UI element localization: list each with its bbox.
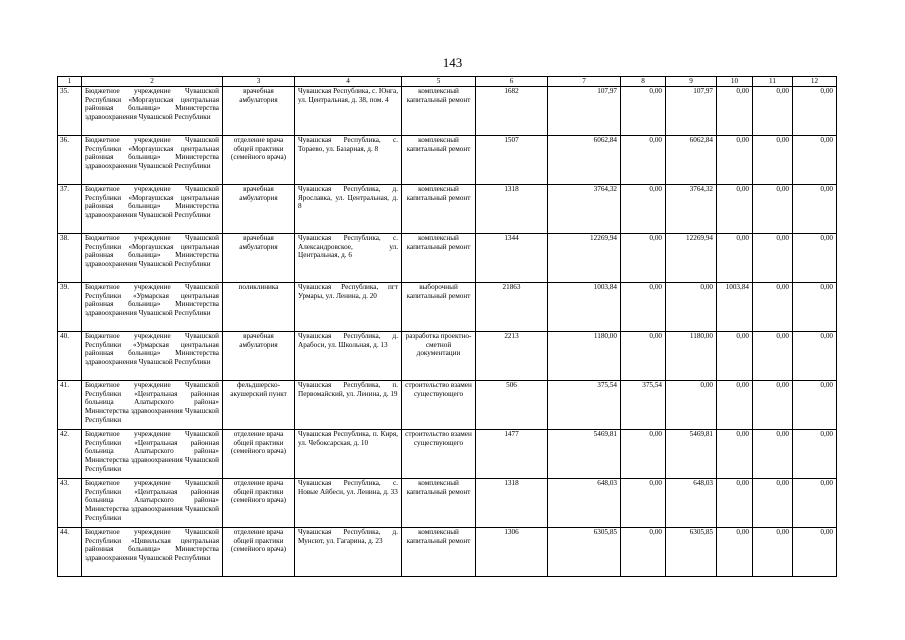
value-col-9: 5469,81 xyxy=(666,430,717,479)
facility-type: отделение врача общей практики (семейного врача) xyxy=(223,136,295,185)
value-col-12: 0,00 xyxy=(793,479,837,528)
value-col-6: 1682 xyxy=(476,87,548,136)
column-header: 4 xyxy=(295,77,402,87)
value-col-10: 1003,84 xyxy=(717,283,753,332)
row-number: 37. xyxy=(58,185,82,234)
work-type: комплексный капитальный ремонт xyxy=(402,185,476,234)
facility-type: врачебная амбулатория xyxy=(223,87,295,136)
value-col-12: 0,00 xyxy=(793,136,837,185)
work-type: строительство взамен существующего xyxy=(402,381,476,430)
value-col-10: 0,00 xyxy=(717,332,753,381)
value-col-7: 648,03 xyxy=(548,479,621,528)
value-col-10: 0,00 xyxy=(717,381,753,430)
value-col-12: 0,00 xyxy=(793,332,837,381)
facility-address: Чувашская Республика, с. Тораево, ул. Базарная, д. 8 xyxy=(295,136,402,185)
value-col-10: 0,00 xyxy=(717,87,753,136)
row-number: 41. xyxy=(58,381,82,430)
work-type: комплексный капитальный ремонт xyxy=(402,136,476,185)
value-col-7: 6305,85 xyxy=(548,528,621,577)
organization-name: Бюджетное учреждение Чувашской Республики «Урмарская центральная районная больница» Министерства здравоохранения Чувашской Республики xyxy=(82,283,223,332)
facilities-table xyxy=(57,76,837,577)
value-col-6: 1318 xyxy=(476,479,548,528)
page-number: 143 xyxy=(442,55,463,70)
table-row xyxy=(58,283,837,332)
value-col-11: 0,00 xyxy=(753,332,793,381)
column-header: 5 xyxy=(402,77,476,87)
work-type: комплексный капитальный ремонт xyxy=(402,528,476,577)
value-col-9: 6062,84 xyxy=(666,136,717,185)
work-type: строительство взамен существующего xyxy=(402,430,476,479)
value-col-12: 0,00 xyxy=(793,283,837,332)
value-col-10: 0,00 xyxy=(717,528,753,577)
value-col-11: 0,00 xyxy=(753,283,793,332)
column-header: 10 xyxy=(717,77,753,87)
value-col-10: 0,00 xyxy=(717,430,753,479)
value-col-10: 0,00 xyxy=(717,185,753,234)
value-col-8: 0,00 xyxy=(621,87,666,136)
value-col-8: 0,00 xyxy=(621,430,666,479)
work-type: комплексный капитальный ремонт xyxy=(402,234,476,283)
organization-name: Бюджетное учреждение Чувашской Республики «Цивильская центральная районная больница» Министерства здравоохранения Чувашской Республики xyxy=(82,528,223,577)
organization-name: Бюджетное учреждение Чувашской Республики «Центральная районная больница Алатырского района» Министерства здравоохранения Чувашской Республики xyxy=(82,479,223,528)
facility-address: Чувашская Республика, п. Киря, ул. Чебоксарская, д. 10 xyxy=(295,430,402,479)
row-number: 35. xyxy=(58,87,82,136)
value-col-9: 0,00 xyxy=(666,381,717,430)
column-header: 11 xyxy=(753,77,793,87)
value-col-6: 506 xyxy=(476,381,548,430)
table-row xyxy=(58,185,837,234)
facility-address: Чувашская Республика, пгт Урмары, ул. Ленина, д. 20 xyxy=(295,283,402,332)
organization-name: Бюджетное учреждение Чувашской Республики «Моргаушская центральная районная больница» Министерства здравоохранения Чувашской Республики xyxy=(82,136,223,185)
value-col-6: 1306 xyxy=(476,528,548,577)
value-col-8: 0,00 xyxy=(621,136,666,185)
value-col-7: 1180,00 xyxy=(548,332,621,381)
value-col-12: 0,00 xyxy=(793,234,837,283)
column-number-row xyxy=(58,77,837,87)
value-col-8: 0,00 xyxy=(621,234,666,283)
facility-type: поликлиника xyxy=(223,283,295,332)
value-col-7: 1003,84 xyxy=(548,283,621,332)
value-col-12: 0,00 xyxy=(793,185,837,234)
column-header: 9 xyxy=(666,77,717,87)
value-col-8: 0,00 xyxy=(621,528,666,577)
value-col-8: 0,00 xyxy=(621,332,666,381)
value-col-12: 0,00 xyxy=(793,528,837,577)
value-col-9: 648,03 xyxy=(666,479,717,528)
value-col-12: 0,00 xyxy=(793,381,837,430)
facility-type: отделение врача общей практики (семейного врача) xyxy=(223,430,295,479)
row-number: 36. xyxy=(58,136,82,185)
table-row xyxy=(58,87,837,136)
value-col-9: 12269,94 xyxy=(666,234,717,283)
organization-name: Бюджетное учреждение Чувашской Республики «Центральная районная больница Алатырского района» Министерства здравоохранения Чувашской Республики xyxy=(82,381,223,430)
value-col-7: 12269,94 xyxy=(548,234,621,283)
value-col-11: 0,00 xyxy=(753,234,793,283)
facility-type: врачебная амбулатория xyxy=(223,185,295,234)
facility-address: Чувашская Республика, д. Ярославка, ул. Центральная, д. 8 xyxy=(295,185,402,234)
work-type: комплексный капитальный ремонт xyxy=(402,87,476,136)
value-col-12: 0,00 xyxy=(793,430,837,479)
table-row xyxy=(58,234,837,283)
value-col-8: 0,00 xyxy=(621,479,666,528)
column-header: 2 xyxy=(82,77,223,87)
table-row xyxy=(58,430,837,479)
table-row xyxy=(58,136,837,185)
facility-address: Чувашская Республика, д. Мунсют, ул. Гагарина, д. 23 xyxy=(295,528,402,577)
value-col-10: 0,00 xyxy=(717,479,753,528)
column-header: 6 xyxy=(476,77,548,87)
facility-type: отделение врача общей практики (семейного врача) xyxy=(223,528,295,577)
row-number: 39. xyxy=(58,283,82,332)
facility-type: фельдшерско-акушерский пункт xyxy=(223,381,295,430)
value-col-11: 0,00 xyxy=(753,479,793,528)
work-type: выборочный капитальный ремонт xyxy=(402,283,476,332)
row-number: 44. xyxy=(58,528,82,577)
work-type: комплексный капитальный ремонт xyxy=(402,479,476,528)
organization-name: Бюджетное учреждение Чувашской Республики «Моргаушская центральная районная больница» Министерства здравоохранения Чувашской Республики xyxy=(82,185,223,234)
value-col-6: 21863 xyxy=(476,283,548,332)
value-col-11: 0,00 xyxy=(753,381,793,430)
row-number: 42. xyxy=(58,430,82,479)
value-col-9: 107,97 xyxy=(666,87,717,136)
facility-address: Чувашская Республика, д. Арабоси, ул. Школьная, д. 13 xyxy=(295,332,402,381)
facility-type: отделение врача общей практики (семейного врача) xyxy=(223,479,295,528)
value-col-10: 0,00 xyxy=(717,234,753,283)
value-col-10: 0,00 xyxy=(717,136,753,185)
value-col-11: 0,00 xyxy=(753,430,793,479)
value-col-9: 0,00 xyxy=(666,283,717,332)
value-col-7: 3764,32 xyxy=(548,185,621,234)
facility-address: Чувашская Республика, с. Александровское, ул. Центральная, д. 6 xyxy=(295,234,402,283)
column-header: 7 xyxy=(548,77,621,87)
table-row xyxy=(58,479,837,528)
value-col-8: 0,00 xyxy=(621,283,666,332)
facility-address: Чувашская Республика, п. Первомайский, ул. Ленина, д. 19 xyxy=(295,381,402,430)
value-col-9: 6305,85 xyxy=(666,528,717,577)
value-col-11: 0,00 xyxy=(753,136,793,185)
row-number: 38. xyxy=(58,234,82,283)
column-header: 8 xyxy=(621,77,666,87)
value-col-9: 1180,00 xyxy=(666,332,717,381)
value-col-7: 6062,84 xyxy=(548,136,621,185)
facility-address: Чувашская Республика, с. Новые Айбеси, ул. Ленина, д. 33 xyxy=(295,479,402,528)
value-col-7: 107,97 xyxy=(548,87,621,136)
table-row xyxy=(58,332,837,381)
facility-address: Чувашская Республика, с. Юнга, ул. Центральная, д. 38, пом. 4 xyxy=(295,87,402,136)
value-col-6: 1477 xyxy=(476,430,548,479)
value-col-8: 375,54 xyxy=(621,381,666,430)
work-type: разработка проектно-сметной документации xyxy=(402,332,476,381)
value-col-6: 2213 xyxy=(476,332,548,381)
table-row xyxy=(58,381,837,430)
value-col-6: 1344 xyxy=(476,234,548,283)
value-col-11: 0,00 xyxy=(753,87,793,136)
organization-name: Бюджетное учреждение Чувашской Республики «Центральная районная больница Алатырского района» Министерства здравоохранения Чувашской Республики xyxy=(82,430,223,479)
value-col-7: 5469,81 xyxy=(548,430,621,479)
value-col-9: 3764,32 xyxy=(666,185,717,234)
column-header: 3 xyxy=(223,77,295,87)
row-number: 43. xyxy=(58,479,82,528)
value-col-11: 0,00 xyxy=(753,185,793,234)
facility-type: врачебная амбулатория xyxy=(223,234,295,283)
column-header: 1 xyxy=(58,77,82,87)
row-number: 40. xyxy=(58,332,82,381)
column-header: 12 xyxy=(793,77,837,87)
value-col-8: 0,00 xyxy=(621,185,666,234)
organization-name: Бюджетное учреждение Чувашской Республики «Моргаушская центральная районная больница» Министерства здравоохранения Чувашской Республики xyxy=(82,234,223,283)
value-col-11: 0,00 xyxy=(753,528,793,577)
organization-name: Бюджетное учреждение Чувашской Республики «Урмарская центральная районная больница» Министерства здравоохранения Чувашской Республики xyxy=(82,332,223,381)
value-col-6: 1507 xyxy=(476,136,548,185)
value-col-7: 375,54 xyxy=(548,381,621,430)
value-col-12: 0,00 xyxy=(793,87,837,136)
organization-name: Бюджетное учреждение Чувашской Республики «Моргаушская центральная районная больница» Министерства здравоохранения Чувашской Республики xyxy=(82,87,223,136)
table-row xyxy=(58,528,837,577)
value-col-6: 1318 xyxy=(476,185,548,234)
facility-type: врачебная амбулатория xyxy=(223,332,295,381)
